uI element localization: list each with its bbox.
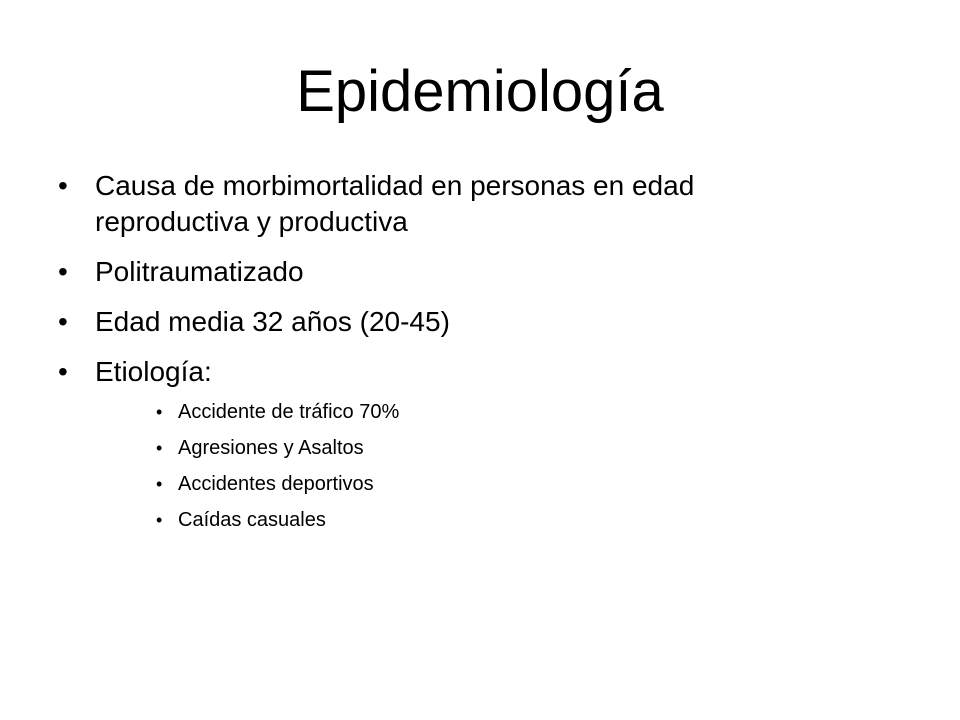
sub-bullet-icon: • xyxy=(156,474,163,494)
sub-bullet-item xyxy=(0,472,960,496)
bullet-icon: • xyxy=(58,306,68,337)
bullet-item xyxy=(0,254,960,290)
sub-bullet-text: Agresiones y Asaltos xyxy=(178,437,364,459)
sub-bullet-list xyxy=(0,400,960,532)
sub-bullet-icon: • xyxy=(156,402,163,422)
slide-title: Epidemiología xyxy=(296,59,664,124)
sub-bullet-item xyxy=(0,400,960,424)
bullet-icon: • xyxy=(58,356,68,387)
sub-bullet-icon: • xyxy=(156,438,163,458)
sub-bullet-text: Caídas casuales xyxy=(178,509,326,531)
bullet-item xyxy=(0,168,960,240)
bullet-list xyxy=(0,168,960,546)
bullet-item xyxy=(0,304,960,340)
bullet-text: Etiología: xyxy=(95,356,212,387)
sub-bullet-text: Accidentes deportivos xyxy=(178,473,374,495)
bullet-icon: • xyxy=(58,256,68,287)
sub-bullet-text: Accidente de tráfico 70% xyxy=(178,401,400,423)
bullet-text: Politraumatizado xyxy=(95,256,304,287)
bullet-icon: • xyxy=(58,170,68,201)
bullet-text: Edad media 32 años (20-45) xyxy=(95,306,450,337)
sub-bullet-icon: • xyxy=(156,510,163,530)
sub-bullet-item xyxy=(0,436,960,460)
bullet-item xyxy=(0,354,960,532)
bullet-text: Causa de morbimortalidad en personas en edad reproductiva y productiva xyxy=(95,170,695,237)
sub-bullet-item xyxy=(0,508,960,532)
